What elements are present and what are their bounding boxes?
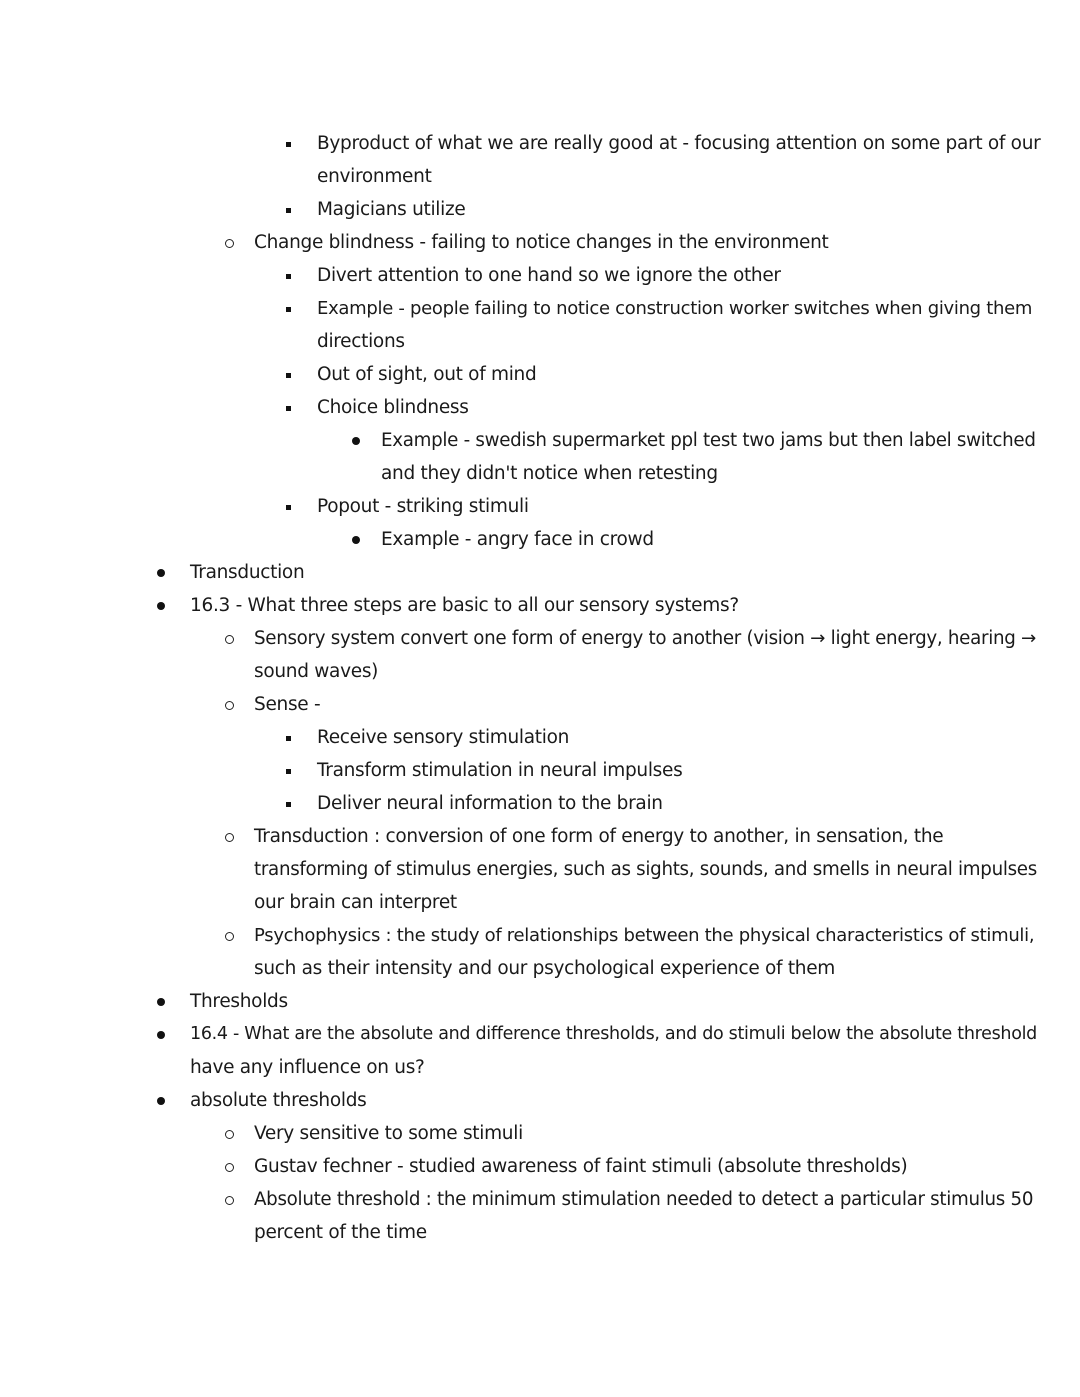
- square-bullet-icon: [278, 259, 298, 292]
- note-line: transforming of stimulus energies, such as sights, sounds, and smells in neural impulses: [254, 859, 1037, 880]
- note-line: Example - angry face in crowd: [381, 529, 654, 550]
- circle-bullet-icon: [219, 226, 239, 259]
- note-line: Transduction : conversion of one form of energy to another, in sensation, the: [254, 826, 944, 847]
- note-line: Very sensitive to some stimuli: [254, 1123, 523, 1144]
- circle-bullet-icon: [219, 1117, 239, 1150]
- note-line: 16.3 - What three steps are basic to all our sensory systems?: [190, 595, 739, 616]
- square-bullet-icon: [278, 754, 298, 787]
- note-line: Sensory system convert one form of energy to another (vision → light energy, hearing →: [254, 628, 1037, 649]
- square-bullet-icon: [278, 193, 298, 226]
- circle-bullet-icon: [219, 688, 239, 721]
- note-line: Example - swedish supermarket ppl test two jams but then label switched: [381, 430, 1036, 451]
- note-line: Thresholds: [190, 991, 288, 1012]
- note-line: Change blindness - failing to notice changes in the environment: [254, 232, 829, 253]
- note-line: Choice blindness: [317, 397, 469, 418]
- note-line: absolute thresholds: [190, 1090, 367, 1111]
- note-line: directions: [317, 331, 405, 352]
- circle-bullet-icon: [219, 919, 239, 952]
- note-line: Absolute threshold : the minimum stimulation needed to detect a particular stimulus 50: [254, 1189, 1034, 1210]
- note-line: Receive sensory stimulation: [317, 727, 570, 748]
- note-line: and they didn't notice when retesting: [381, 463, 718, 484]
- circle-bullet-icon: [219, 1183, 239, 1216]
- note-line: such as their intensity and our psychological experience of them: [254, 958, 836, 979]
- note-line: Divert attention to one hand so we ignore the other: [317, 265, 781, 286]
- square-bullet-icon: [278, 391, 298, 424]
- note-line: Psychophysics : the study of relationships between the physical characteristics of stimuli,: [254, 925, 1035, 946]
- square-bullet-icon: [278, 490, 298, 523]
- note-line: Deliver neural information to the brain: [317, 793, 663, 814]
- note-line: sound waves): [254, 661, 379, 682]
- dot-bullet-icon: [151, 1084, 171, 1117]
- square-bullet-icon: [278, 358, 298, 391]
- note-line: percent of the time: [254, 1222, 427, 1243]
- dot-bullet-icon: [346, 523, 366, 556]
- dot-bullet-icon: [346, 424, 366, 457]
- square-bullet-icon: [278, 292, 298, 325]
- dot-bullet-icon: [151, 589, 171, 622]
- note-line: our brain can interpret: [254, 892, 457, 913]
- circle-bullet-icon: [219, 622, 239, 655]
- dot-bullet-icon: [151, 1018, 171, 1051]
- square-bullet-icon: [278, 721, 298, 754]
- note-line: Example - people failing to notice construction worker switches when giving them: [317, 298, 1033, 319]
- note-line: Popout - striking stimuli: [317, 496, 529, 517]
- note-line: Transduction: [190, 562, 305, 583]
- note-line: Transform stimulation in neural impulses: [317, 760, 683, 781]
- square-bullet-icon: [278, 127, 298, 160]
- dot-bullet-icon: [151, 985, 171, 1018]
- note-line: Sense -: [254, 694, 321, 715]
- note-line: have any influence on us?: [190, 1057, 425, 1078]
- note-line: Out of sight, out of mind: [317, 364, 537, 385]
- note-line: environment: [317, 166, 432, 187]
- square-bullet-icon: [278, 787, 298, 820]
- note-line: Byproduct of what we are really good at - focusing attention on some part of our: [317, 133, 1041, 154]
- circle-bullet-icon: [219, 820, 239, 853]
- circle-bullet-icon: [219, 1150, 239, 1183]
- dot-bullet-icon: [151, 556, 171, 589]
- note-line: Magicians utilize: [317, 199, 466, 220]
- note-line: Gustav fechner - studied awareness of faint stimuli (absolute thresholds): [254, 1156, 908, 1177]
- note-line: 16.4 - What are the absolute and difference thresholds, and do stimuli below the absolute threshold: [190, 1024, 1037, 1044]
